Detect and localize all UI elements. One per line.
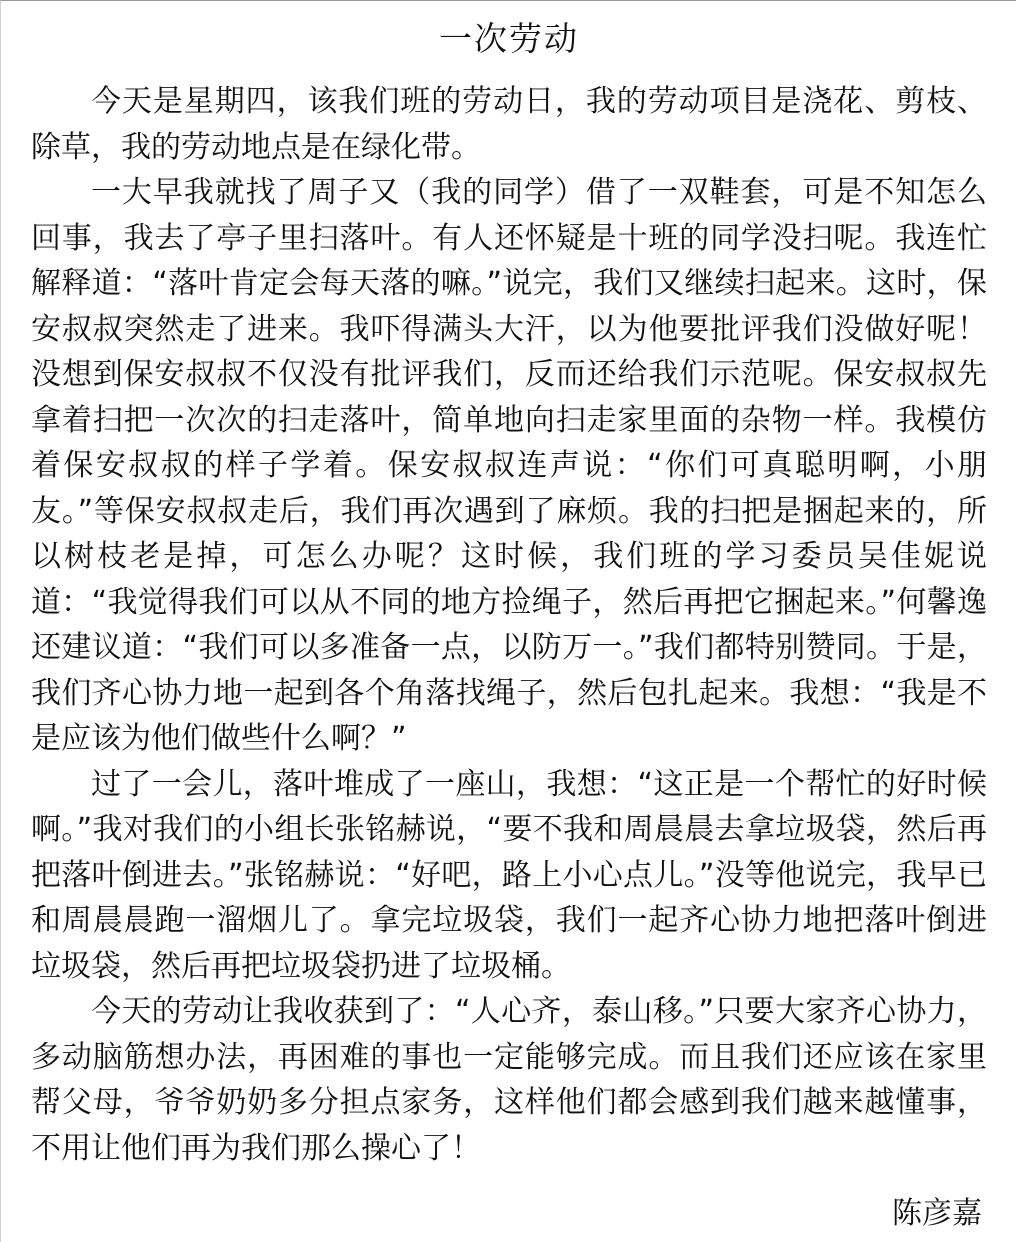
essay-title: 一次劳动 [439, 19, 579, 58]
paragraph-1: 今天是星期四，该我们班的劳动日，我的劳动项目是浇花、剪枝、除草，我的劳动地点是在绿化带。 [31, 84, 987, 165]
paragraph-2: 一大早我就找了周子又（我的同学）借了一双鞋套，可是不知怎么回事，我去了亭子里扫落叶。有人还怀疑是十班的同学没扫呢。我连忙解释道：“落叶肯定会每天落的嘛。”说完，我们又继续扫起来。这时，保安叔叔突然走了进来。我吓得满头大汗，以为他要批评我们没做好呢！没想到保安叔叔不仅没有批评我们，反而还给我们示范呢。保安叔叔先拿着扫把一次次的扫走落叶，简单地向扫走家里面的杂物一样。我模仿着保安叔叔的样子学着。保安叔叔连声说：“你们可真聪明啊，小朋友。”等保安叔叔走后，我们再次遇到了麻烦。我的扫把是捆起来的，所以树枝老是掉，可怎么办呢？这时候，我们班的学习委员吴佳妮说道：“我觉得我们可以从不同的地方捡绳子，然后再把它捆起来。”何馨逸还建议道：“我们可以多准备一点，以防万一。”我们都特别赞同。于是，我们齐心协力地一起到各个角落找绳子，然后包扎起来。我想：“我是不是应该为他们做些什么啊？” [31, 175, 987, 756]
paragraph-3: 过了一会儿，落叶堆成了一座山，我想：“这正是一个帮忙的好时候啊。”我对我们的小组长张铭赫说，“要不我和周晨晨去拿垃圾袋，然后再把落叶倒进去。”张铭赫说：“好吧，路上小心点儿。”没等他说完，我早已和周晨晨跑一溜烟儿了。拿完垃圾袋，我们一起齐心协力地把落叶倒进垃圾袋，然后再把垃圾袋扔进了垃圾桶。 [31, 766, 987, 984]
author-name: 陈彦嘉 [892, 1196, 982, 1231]
paragraph-4: 今天的劳动让我收获到了：“人心齐，泰山移。”只要大家齐心协力，多动脑筋想办法，再困难的事也一定能够完成。而且我们还应该在家里帮父母，爷爷奶奶多分担点家务，这样他们都会感到我们越来越懂事，不用让他们再为我们那么操心了！ [31, 994, 987, 1166]
essay-body [31, 79, 987, 1171]
